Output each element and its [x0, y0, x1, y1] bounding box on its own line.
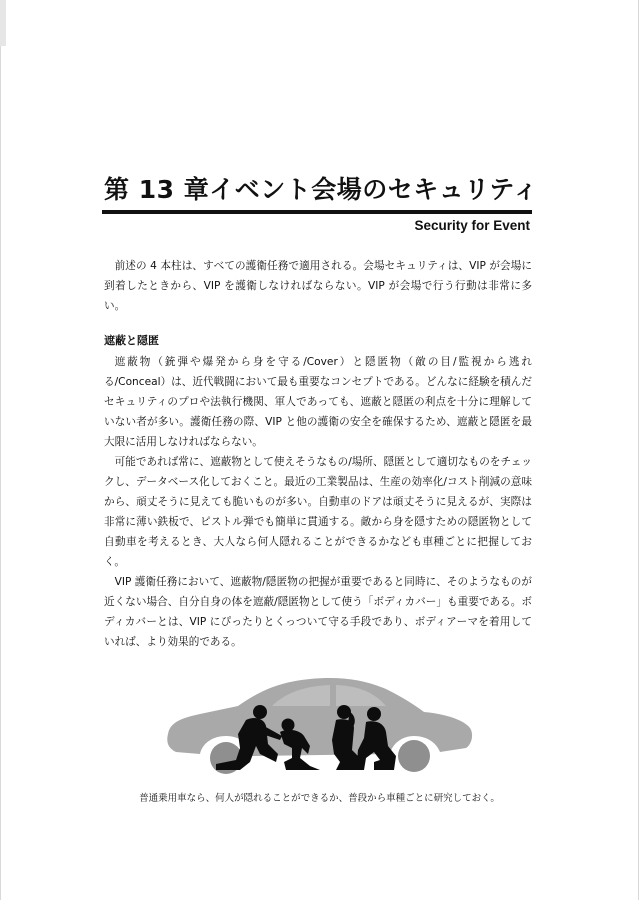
- title-underline-rule: [102, 210, 532, 214]
- body-paragraph-1: 遮蔽物（銃弾や爆発から身を守る/Cover）と隠匿物（敵の目/監視から逃れる/Conceal）は、近代戦闘において最も重要なコンセプトである。どんなに経験を積んだセキュリティのプロや法執行機関、軍人であっても、遮蔽と隠匿の利点を十分に理解していない者が多い。護衛任務の際、VIP と他の護衛の安全を確保するため、遮蔽と隠匿を最大限に活用しなければならない。: [104, 356, 532, 448]
- intro-paragraph: 前述の 4 本柱は、すべての護衛任務で適用される。会場セキュリティは、VIP が会場に到着したときから、VIP を護衛しなければならない。VIP が会場で行う行動は非常に多い。: [104, 260, 532, 312]
- section-heading: 遮蔽と隠匿: [104, 334, 159, 347]
- car-cover-illustration: [160, 662, 480, 784]
- page-corner-mark: [0, 0, 6, 46]
- chapter-title: 第 13 章イベント会場のセキュリティ: [104, 175, 539, 204]
- chapter-subtitle: Security for Event: [414, 218, 530, 233]
- car-silhouette: [167, 678, 472, 774]
- figure-caption: 普通乗用車なら、何人が隠れることができるか、普段から車種ごとに研究しておく。: [139, 793, 500, 804]
- body-paragraph-2: 可能であれば常に、遮蔽物として使えそうなもの/場所、隠匿として適切なものをチェックし、データベース化しておくこと。最近の工業製品は、生産の効率化/コスト削減の意味から、頑丈そうに見えても脆いものが多い。自動車のドアは頑丈そうに見えるが、実際は非常に薄い鉄板で、ピストル弾でも簡単に貫通する。敵から身を隠すための隠匿物として自動車を考えるとき、大人なら何人隠れることができるかなども車種ごとに把握しておく。: [104, 456, 532, 568]
- page-left-edge: [0, 0, 1, 900]
- body-paragraph-3: VIP 護衛任務において、遮蔽物/隠匿物の把握が重要であると同時に、そのようなものが近くない場合、自分自身の体を遮蔽/隠匿物として使う「ボディカバー」も重要である。ボディカバーとは、VIP にぴったりとくっついて守る手段であり、ボディアーマを着用していれば、より効果的である。: [104, 576, 532, 648]
